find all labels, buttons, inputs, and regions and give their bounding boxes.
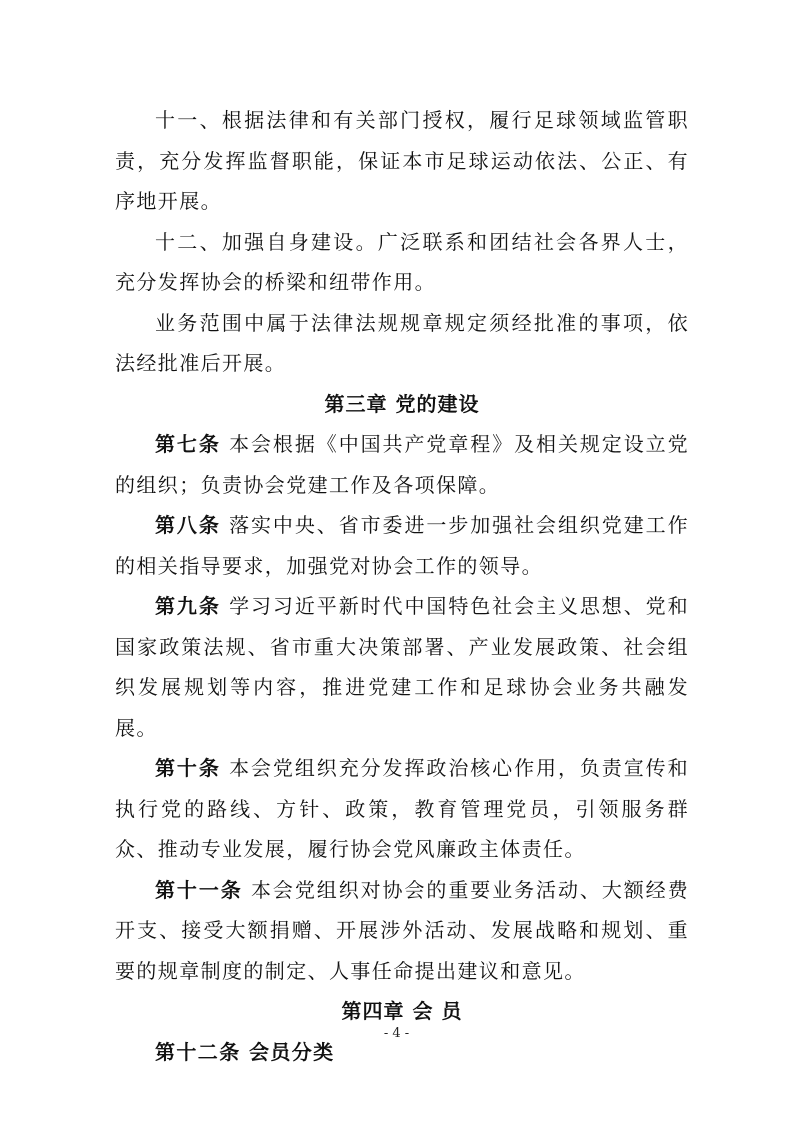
article-text: 本会党组织充分发挥政治核心作用，负责宣传和执行党的路线、方针、政策，教育管理党员，引领服务群众、推动专业发展，履行协会党风廉政主体责任。 xyxy=(115,756,689,861)
article-7 xyxy=(115,424,689,505)
article-label: 第九条 xyxy=(155,594,221,618)
article-9 xyxy=(115,586,689,748)
article-label: 第十二条 xyxy=(155,1039,241,1064)
article-text: 学习习近平新时代中国特色社会主义思想、党和国家政策法规、省市重大决策部署、产业发展政策、社会组织发展规划等内容，推进党建工作和足球协会业务共融发展。 xyxy=(115,594,689,740)
article-11 xyxy=(115,870,689,992)
article-label: 第十条 xyxy=(155,756,221,780)
article-text: 落实中央、省市委进一步加强社会组织党建工作的相关指导要求，加强党对协会工作的领导。 xyxy=(115,513,689,578)
article-10 xyxy=(115,748,689,870)
article-text: 会员分类 xyxy=(240,1039,335,1064)
chapter-heading-3 xyxy=(115,384,689,425)
paragraph-text: 业务范围中属于法律法规规章规定须经批准的事项，依法经批准后开展。 xyxy=(115,310,689,375)
article-text: 本会党组织对协会的重要业务活动、大额经费开支、接受大额捐赠、开展涉外活动、发展战略和规划、重要的规章制度的制定、人事任命提出建议和意见。 xyxy=(115,877,689,983)
article-text: 本会根据《中国共产党章程》及相关规定设立党的组织；负责协会党建工作及各项保障。 xyxy=(115,432,689,497)
chapter-title: 第三章 党的建设 xyxy=(324,391,480,416)
paragraph-item-12 xyxy=(115,222,689,303)
article-label: 第十一条 xyxy=(155,877,243,902)
article-label: 第八条 xyxy=(155,513,221,537)
page-number: - 4 - xyxy=(383,1026,410,1041)
chapter-title: 第四章 会 员 xyxy=(341,999,463,1023)
paragraph-text: 十二、加强自身建设。广泛联系和团结社会各界人士，充分发挥协会的桥梁和纽带作用。 xyxy=(115,229,689,294)
document-body xyxy=(115,100,689,1072)
paragraph-text: 十一、根据法律和有关部门授权，履行足球领域监管职责，充分发挥监督职能，保证本市足球运动依法、公正、有序地开展。 xyxy=(115,108,689,213)
article-label: 第七条 xyxy=(155,432,221,456)
paragraph-item-11 xyxy=(115,100,689,222)
article-8 xyxy=(115,505,689,586)
paragraph-scope-note xyxy=(115,303,689,384)
